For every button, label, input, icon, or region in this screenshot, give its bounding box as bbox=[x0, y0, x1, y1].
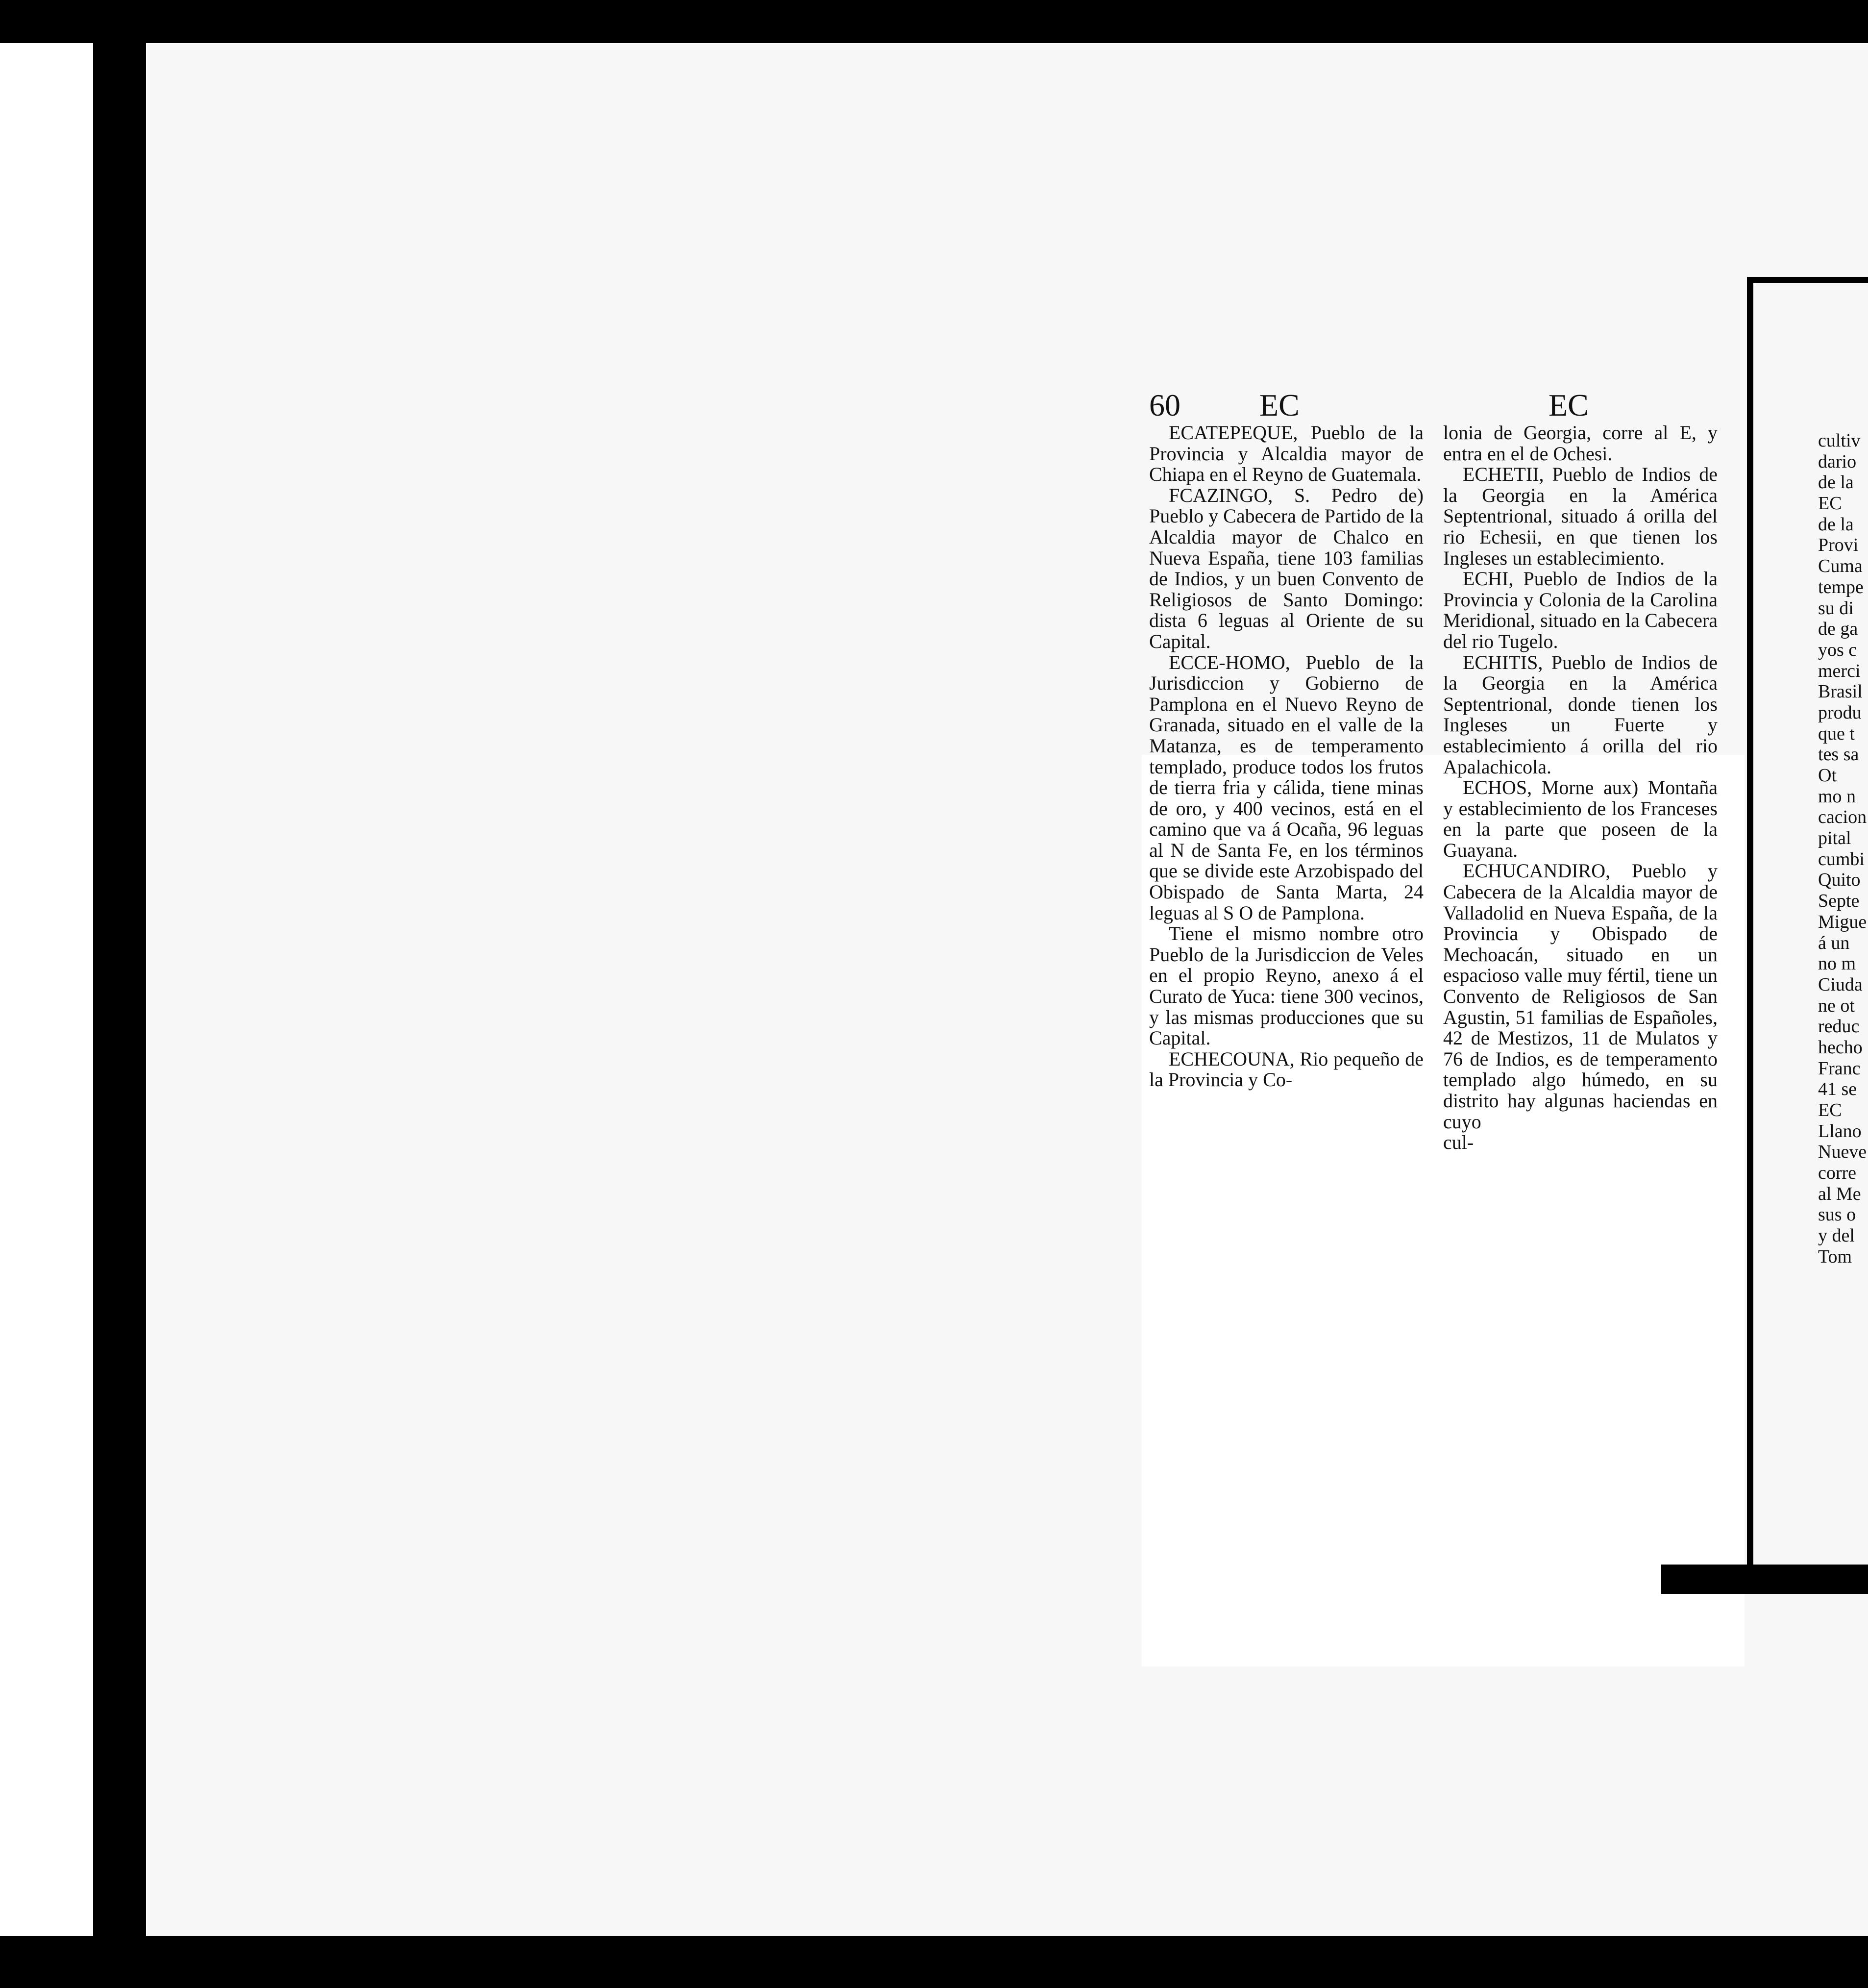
frame-right-rule bbox=[1747, 279, 1753, 1573]
frame-left-bar bbox=[93, 43, 146, 1940]
edge-line: Ot bbox=[1818, 765, 1837, 786]
edge-line: Cuma bbox=[1818, 556, 1863, 577]
edge-line: no m bbox=[1818, 953, 1856, 974]
frame-bottom-bar bbox=[0, 1936, 1868, 1988]
catchword: cul- bbox=[1443, 1131, 1474, 1154]
running-head-right: EC bbox=[1548, 388, 1589, 422]
edge-line: 41 se bbox=[1818, 1079, 1857, 1100]
entry-echetii: ECHETII, Pueblo de Indios de la Georgia en la América Septentrional, situado á orilla del rio Echesii, en que tienen los Ingleses un establecimiento. bbox=[1443, 463, 1718, 569]
edge-line: merci bbox=[1818, 660, 1861, 681]
next-page-edge-text bbox=[1818, 430, 1868, 1267]
entry-echos: ECHOS, Morne aux) Montaña y establecimiento de los Franceses en la parte que poseen de la Guayana. bbox=[1443, 776, 1718, 861]
edge-line: de la bbox=[1818, 472, 1854, 493]
edge-line: cultiv bbox=[1818, 430, 1861, 451]
edge-line: tempe bbox=[1818, 576, 1864, 597]
entry-ecazingo: FCAZINGO, S. Pedro de) Pueblo y Cabecera de Partido de la Alcaldia mayor de Chalco en Nueva España, tiene 103 familias de Indios, y un buen Convento de Religiosos de Santo Domingo: dista 6 leguas al Oriente de su Capital. bbox=[1149, 484, 1424, 652]
edge-line: cacion bbox=[1818, 807, 1867, 828]
edge-line: Ciuda bbox=[1818, 974, 1863, 995]
entry-echecouna-continuation: lonia de Georgia, corre al E, y entra en el de Ochesi. bbox=[1443, 422, 1718, 465]
edge-line: hecho bbox=[1818, 1037, 1863, 1058]
edge-line: de ga bbox=[1818, 619, 1858, 640]
edge-line: al Me bbox=[1818, 1183, 1861, 1204]
edge-line: Llano bbox=[1818, 1120, 1862, 1142]
edge-line: EC bbox=[1818, 1100, 1842, 1120]
edge-line: Quito bbox=[1818, 870, 1861, 891]
edge-line: Migue bbox=[1818, 911, 1867, 932]
frame-bottom-block bbox=[1661, 1565, 1868, 1594]
edge-line: yos c bbox=[1818, 639, 1857, 660]
edge-line: á un bbox=[1818, 932, 1850, 953]
frame-top-rule bbox=[1747, 277, 1868, 283]
edge-line: reduc bbox=[1818, 1016, 1860, 1037]
edge-line: pital bbox=[1818, 828, 1851, 849]
edge-line: EC bbox=[1818, 493, 1842, 514]
entry-ecatepeque: ECATEPEQUE, Pueblo de la Provincia y Alcaldia mayor de Chiapa en el Reyno de Guatemala. bbox=[1149, 422, 1424, 486]
edge-line: produ bbox=[1818, 702, 1862, 723]
entry-echecouna: ECHECOUNA, Rio pequeño de la Provincia y Co- bbox=[1149, 1047, 1424, 1091]
edge-line: dario bbox=[1818, 451, 1857, 472]
frame-top-bar bbox=[0, 0, 1868, 43]
edge-line: que t bbox=[1818, 723, 1855, 744]
edge-line: Tom bbox=[1818, 1246, 1852, 1267]
entry-echucandiro: ECHUCANDIRO, Pueblo y Cabecera de la Alcaldia mayor de Valladolid en Nueva España, de la Provincia y Obispado de Mechoacán, situado en un espacioso valle muy fértil, tiene un Convento de Religiosos de San Agustin, 51 familias de Españoles, 42 de Mestizos, 11 de Mulatos y 76 de Indios, es de temperamento templado algo húmedo, en su distrito hay algunas haciendas en cuyo bbox=[1443, 860, 1718, 1133]
edge-line: corre bbox=[1818, 1163, 1857, 1184]
text-column-left bbox=[1149, 422, 1424, 1091]
entry-echitis: ECHITIS, Pueblo de Indios de la Georgia en la América Septentrional, donde tienen los Ingleses un Fuerte y establecimiento á orilla del rio Apalachicola. bbox=[1443, 651, 1718, 778]
edge-line: cumbi bbox=[1818, 848, 1865, 870]
edge-line: Provi bbox=[1818, 535, 1859, 556]
edge-line: Franc bbox=[1818, 1058, 1861, 1079]
entry-echi: ECHI, Pueblo de Indios de la Provincia y Colonia de la Carolina Meridional, situado en la Cabecera del rio Tugelo. bbox=[1443, 568, 1718, 652]
edge-line: Brasil bbox=[1818, 681, 1863, 702]
edge-line: ne ot bbox=[1818, 995, 1855, 1016]
edge-line: Nueve bbox=[1818, 1142, 1867, 1163]
edge-line: sus o bbox=[1818, 1204, 1856, 1225]
edge-line: Septe bbox=[1818, 891, 1860, 912]
edge-line: mo n bbox=[1818, 786, 1856, 807]
entry-ecce-homo: ECCE-HOMO, Pueblo de la Jurisdiccion y Gobierno de Pamplona en el Nuevo Reyno de Granada, situado en el valle de la Matanza, es de temperamento templado, produce todos los frutos de tierra fria y cálida, tiene minas de oro, y 400 vecinos, está en el camino que va á Ocaña, 96 leguas al N de Santa Fe, en los términos que se divide este Arzobispado del Obispado de Santa Marta, 24 leguas al S O de Pamplona. bbox=[1149, 651, 1424, 924]
edge-line: tes sa bbox=[1818, 744, 1859, 765]
text-column-right bbox=[1443, 422, 1718, 1153]
edge-line: su di bbox=[1818, 597, 1854, 619]
running-head-left: EC bbox=[1259, 388, 1300, 422]
page-number: 60 bbox=[1149, 388, 1180, 422]
edge-line: y del bbox=[1818, 1225, 1855, 1246]
entry-ecce-homo-veles: Tiene el mismo nombre otro Pueblo de la Jurisdiccion de Veles en el propio Reyno, anexo á el Curato de Yuca: tiene 300 vecinos, y las mismas producciones que su Capital. bbox=[1149, 922, 1424, 1049]
edge-line: de la bbox=[1818, 514, 1854, 535]
